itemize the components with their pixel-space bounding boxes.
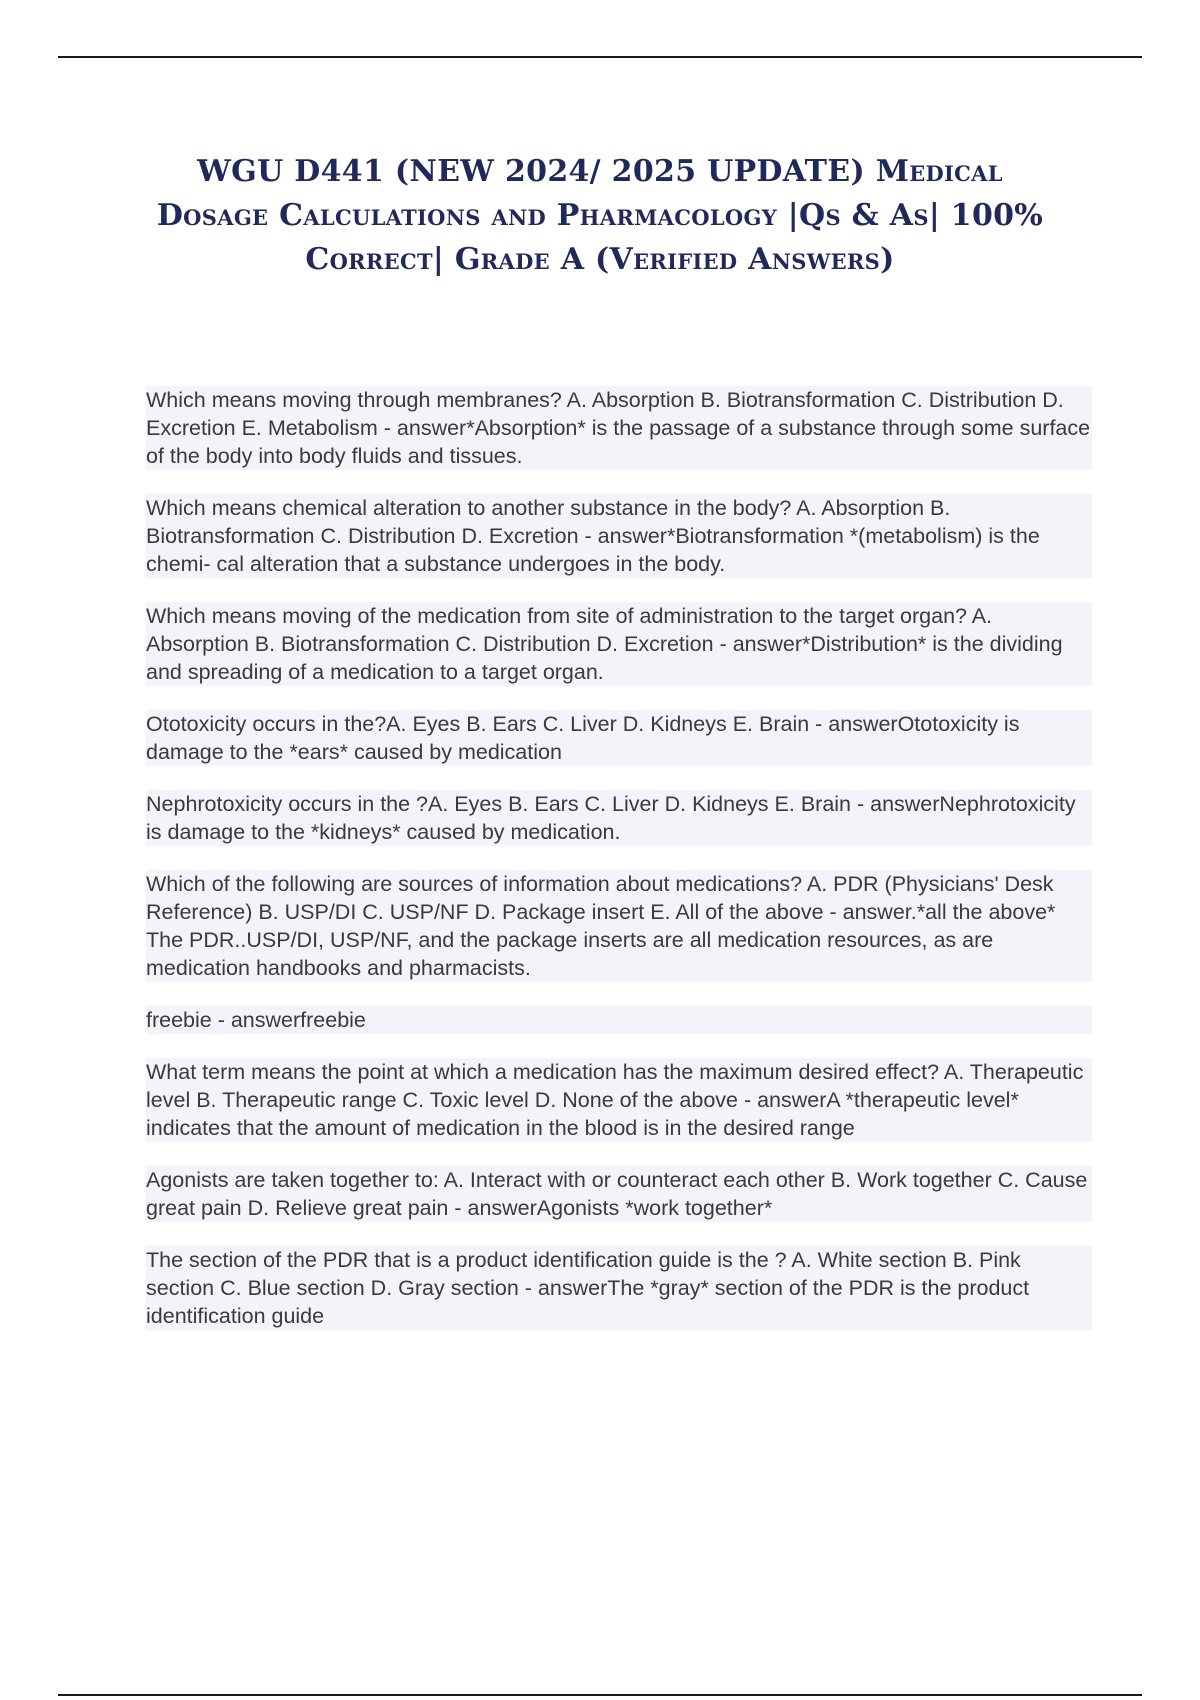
- qa-list: [146, 386, 1092, 1354]
- qa-item: Which means moving of the medication from site of administration to the target organ? A. Absorption B. Biotransformation C. Distribution D. Excretion - answer*Distribution* is the dividing and spreading of a medication to a target organ.: [146, 602, 1092, 686]
- qa-item: Which means chemical alteration to another substance in the body? A. Absorption B. Biotransformation C. Distribution D. Excretion - answer*Biotransformation *(metabolism) is the chemi- cal alteration that a substance undergoes in the body.: [146, 494, 1092, 578]
- footer-rule: [58, 1694, 1142, 1696]
- qa-item: Which means moving through membranes? A. Absorption B. Biotransformation C. Distribution D. Excretion E. Metabolism - answer*Absorption* is the passage of a substance through some surface of the body into body fluids and tissues.: [146, 388, 1091, 468]
- qa-item: Agonists are taken together to: A. Interact with or counteract each other B. Work together C. Cause great pain D. Relieve great pain - answerAgonists *work together*: [146, 1166, 1092, 1222]
- qa-item: Ototoxicity occurs in the?A. Eyes B. Ears C. Liver D. Kidneys E. Brain - answerOtotoxicity is damage to the *ears* caused by medication: [146, 710, 1092, 766]
- qa-item: The section of the PDR that is a product identification guide is the ? A. White section B. Pink section C. Blue section D. Gray section - answerThe *gray* section of the PDR is the product identification guide: [146, 1246, 1092, 1330]
- qa-item: Nephrotoxicity occurs in the ?A. Eyes B. Ears C. Liver D. Kidneys E. Brain - answerNephrotoxicity is damage to the *kidneys* caused by medication.: [146, 790, 1092, 846]
- qa-item: What term means the point at which a medication has the maximum desired effect? A. Therapeutic level B. Therapeutic range C. Toxic level D. None of the above - answerA *therapeutic level* indicates that the amount of medication in the blood is in the desired range: [146, 1058, 1092, 1142]
- document-title: WGU D441 (NEW 2024/ 2025 UPDATE) Medical Dosage Calculations and Pharmacology |Qs & As| 100% Correct| Grade A (Verified Answers): [156, 154, 1044, 277]
- qa-item: freebie - answerfreebie: [146, 1006, 1092, 1034]
- header-rule: [58, 56, 1142, 58]
- qa-item: Which of the following are sources of information about medications? A. PDR (Physicians' Desk Reference) B. USP/DI C. USP/NF D. Package insert E. All of the above - answer.*all the above* The PDR..USP/DI, USP/NF, and the package inserts are all medication resources, as are medication handbooks and pharmacists.: [146, 870, 1092, 982]
